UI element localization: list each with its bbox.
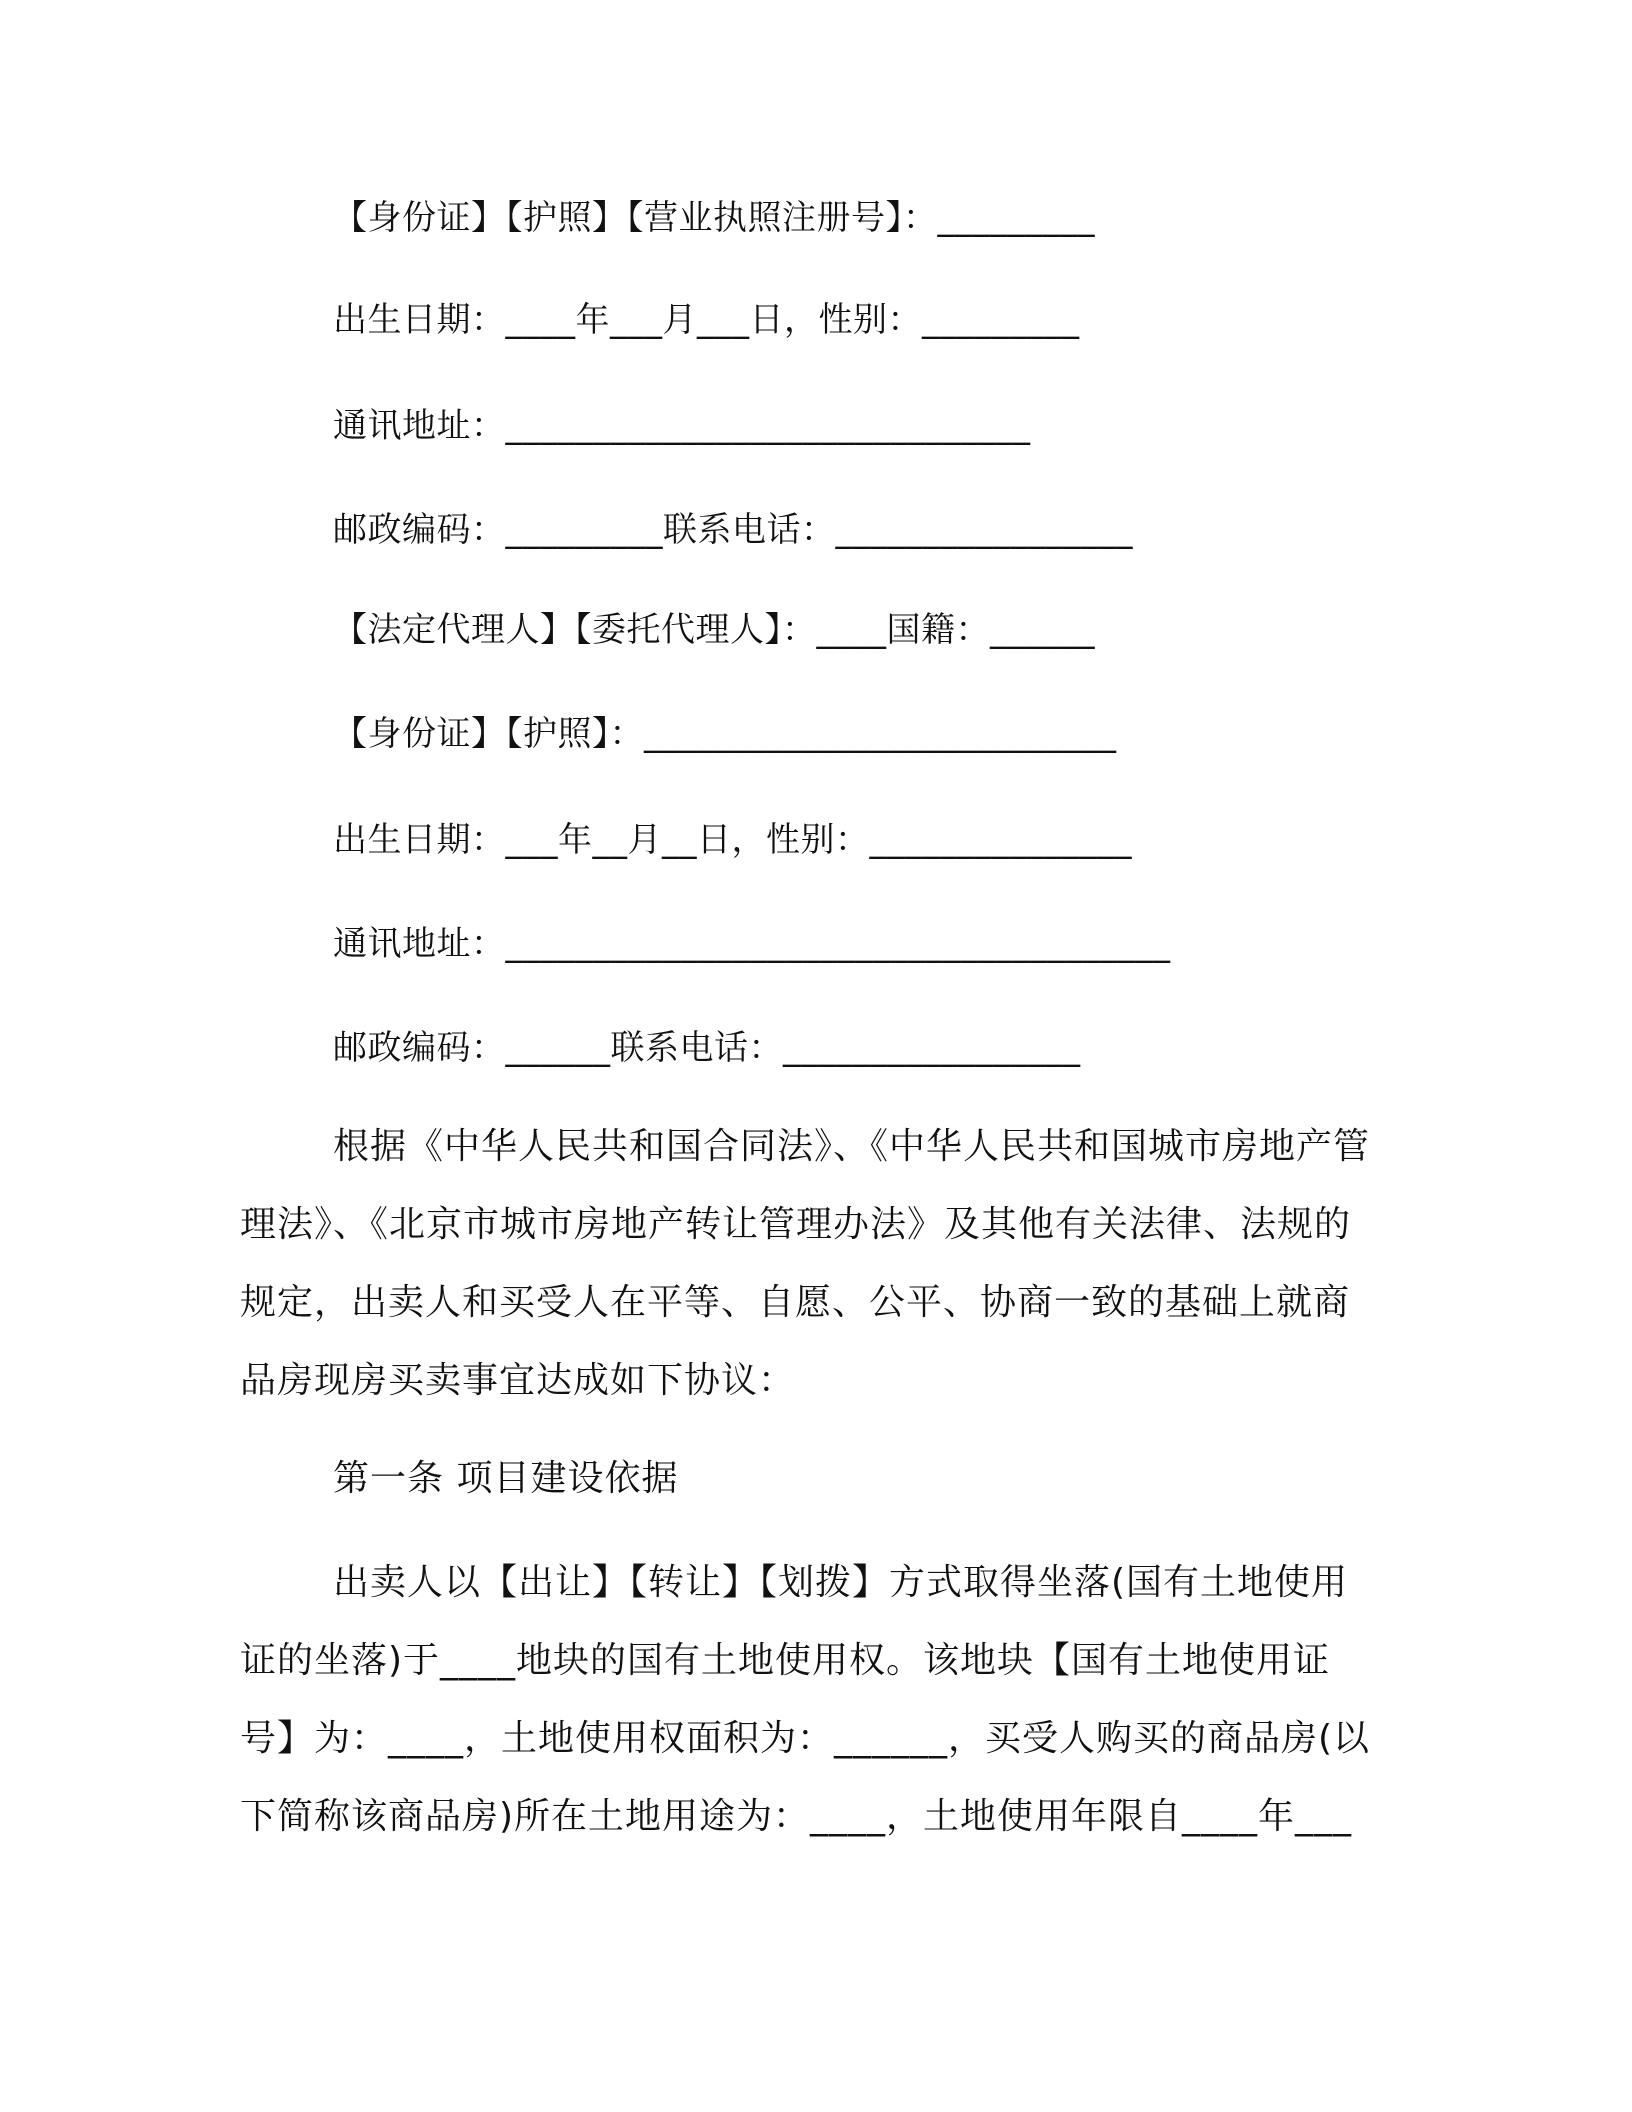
article-one-paragraph [240,1544,1380,1856]
agent-nationality-line: 【法定代理人】【委托代理人】：____国籍：______ [333,610,1095,650]
agent-address-line: 通讯地址：______________________________________ [333,924,1171,964]
birth-gender-line: 出生日期：____年___月___日，性别：_________ [333,300,1080,340]
agent-birth-gender-line: 出生日期：___年__月__日，性别：_______________ [333,820,1132,860]
preamble-paragraph [240,1108,1380,1420]
article-one-heading [240,1440,1380,1518]
id-document-line: 【身份证】【护照】【营业执照注册号】：_________ [333,198,1095,238]
article-one-text: 出卖人以【出让】【转让】【划拨】方式取得坐落(国有土地使用证的坐落)于____地块的国有土地使用权。该地块【国有土地使用证号】为：____，土地使用权面积为：______，买受人购买的商品房(以下简称该商品房)所在土地用途为：____，土地使用年限自____年___ [240,1562,1371,1837]
article-one-title: 第一条 项目建设依据 [333,1458,679,1499]
preamble-text: 根据《中华人民共和国合同法》、《中华人民共和国城市房地产管理法》、《北京市城市房地产转让管理办法》及其他有关法律、法规的规定，出卖人和买受人在平等、自愿、公平、协商一致的基础上就商品房现房买卖事宜达成如下协议： [240,1126,1371,1401]
address-line: 通讯地址：______________________________ [333,406,1031,446]
agent-postcode-phone-line: 邮政编码：______联系电话：_________________ [333,1028,1081,1068]
agent-id-line: 【身份证】【护照】：___________________________ [333,714,1117,754]
postcode-phone-line: 邮政编码：_________联系电话：_________________ [333,510,1133,550]
